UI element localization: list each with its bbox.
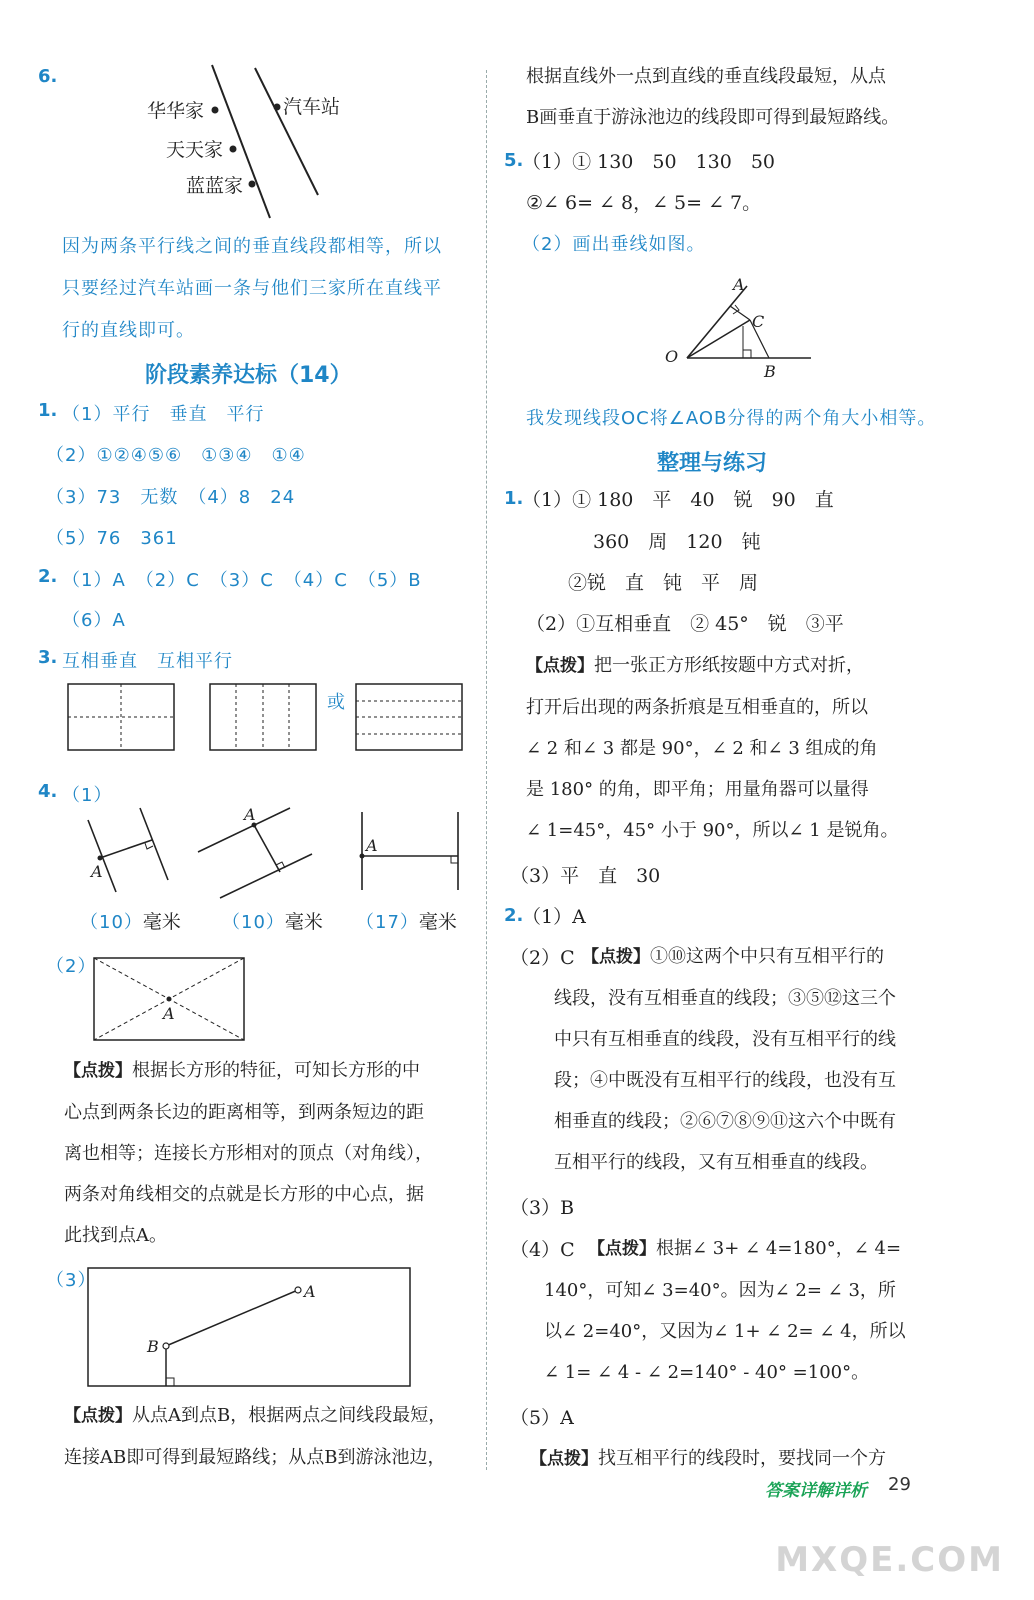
r1-line-1: （1）① 180 平 40 锐 90 直 xyxy=(522,489,834,511)
q5-number: 5. xyxy=(504,150,524,171)
q5-line-3: （2）画出垂线如图。 xyxy=(522,234,706,255)
q4-pool-label-a: A xyxy=(304,1282,316,1301)
q4-pool-path-diagram xyxy=(86,1266,414,1390)
q4-answer-3: （17）毫米 xyxy=(356,911,457,933)
r2-part5: （5）A xyxy=(510,1407,574,1429)
q6-label-lanlan: 蓝蓝家 xyxy=(186,175,244,197)
q5-found: 我发现线段OC将∠AOB分得的两个角大小相等。 xyxy=(526,408,937,429)
q1-line-3: （3）73 无数 （4）8 24 xyxy=(46,487,296,508)
q5-line-2: ②∠ 6= ∠ 8，∠ 5= ∠ 7。 xyxy=(526,192,762,214)
r1-number: 1. xyxy=(504,488,524,509)
q3-or: 或 xyxy=(327,692,346,713)
q2-line-2: （6）A xyxy=(62,610,126,631)
r1-line-5: （3）平 直 30 xyxy=(510,865,661,887)
q3-number: 3. xyxy=(38,647,58,668)
q4-tip: 【点拨】根据长方形的特征，可知长方形的中 心点到两条长边的距离相等，到两条短边的距 离也相等；连接长方形相对的顶点（对角线）， 两条对角线相交的点就是长方形的中心点，据 此找到点A。 xyxy=(64,1060,433,1246)
q6-label-tiantian: 天天家 xyxy=(166,139,224,161)
q1-line-1: （1）平行 垂直 平行 xyxy=(62,404,265,425)
column-divider xyxy=(486,70,487,1470)
q2-line-1: （1）A （2）C （3）C （4）C （5）B xyxy=(62,570,422,591)
r2-part1: （1）A xyxy=(522,906,586,928)
q4-label-a-1: A xyxy=(91,862,103,881)
r2-part3: （3）B xyxy=(510,1197,575,1219)
r2-part2: （2）C xyxy=(510,947,575,969)
q6-explain-line-2: 只要经过汽车站画一条与他们三家所在直线平 xyxy=(62,278,442,299)
q4-label-a-3: A xyxy=(366,836,378,855)
r1-tip: 【点拨】把一张正方形纸按题中方式对折， 打开后出现的两条折痕是互相垂直的，所以 ∠ 2 和∠ 3 都是 90°，∠ 2 和∠ 3 组成的角 是 180° 的角，即平角；用量角器可以量得 ∠ 1=45°，45° 小于 90°，所以∠ 1 是锐角。 xyxy=(526,655,899,841)
section-title-review: 整理与练习 xyxy=(657,451,768,476)
q4-part1: （1） xyxy=(62,785,113,806)
r1-line-4: （2）①互相垂直 ② 45° 锐 ③平 xyxy=(526,613,844,635)
q5-line-1: （1）① 130 50 130 50 xyxy=(522,151,776,173)
q6-explain-line-3: 行的直线即可。 xyxy=(62,320,195,341)
section-title-stage: 阶段素养达标（14） xyxy=(145,363,352,388)
q1-number: 1. xyxy=(38,400,58,421)
page-number: 29 xyxy=(888,1474,911,1495)
r2-part2-tip: 【点拨】①⑩这两个中只有互相平行的 线段，没有互相垂直的线段；③⑤⑫这三个 中只有互相垂直的线段，没有互相平行的线 段；④中既没有互相平行的线段，也没有互 相垂直的线段；②⑥⑦⑧⑨⑪这六个中既有 互相平行的线段，又有互相垂直的线段。 xyxy=(554,946,896,1173)
q5-angle-diagram xyxy=(675,276,815,376)
q4-perpendicular-diagrams xyxy=(80,800,470,900)
q4-label-a-2: A xyxy=(244,805,256,824)
right-continuation: 根据直线外一点到直线的垂直线段最短，从点 B画垂直于游泳池边的线段即可得到最短路线。 xyxy=(526,66,900,128)
q5-label-b: B xyxy=(764,362,776,381)
q4-pool-label-b: B xyxy=(147,1337,159,1356)
q3-text: 互相垂直 互相平行 xyxy=(62,651,233,672)
footer-label: 答案详解详析 xyxy=(765,1481,867,1501)
r2-part5-tip: 【点拨】找互相平行的线段时，要找同一个方 xyxy=(530,1448,886,1469)
q4-label-a-center: A xyxy=(163,1004,175,1023)
q4-part2: （2） xyxy=(46,956,97,977)
q4-number: 4. xyxy=(38,781,58,802)
q4-part3: （3） xyxy=(46,1270,97,1291)
q4-tip2: 【点拨】从点A到点B，根据两点之间线段最短， 连接AB即可得到最短路线；从点B到游泳池边， xyxy=(64,1405,447,1468)
q5-label-c: C xyxy=(752,312,765,331)
r2-part4: （4）C xyxy=(510,1239,575,1261)
q6-number: 6. xyxy=(38,66,58,87)
q6-explain-line-1: 因为两条平行线之间的垂直线段都相等，所以 xyxy=(62,236,442,257)
q1-line-4: （5）76 361 xyxy=(46,528,178,549)
r1-line-2: 360 周 120 钝 xyxy=(593,531,761,553)
q1-line-2: （2）①②④⑤⑥ ①③④ ①④ xyxy=(46,445,306,466)
q4-rectangle-center-diagram xyxy=(92,956,248,1044)
q2-number: 2. xyxy=(38,566,58,587)
q4-answer-1: （10）毫米 xyxy=(80,911,181,933)
q6-label-station: 汽车站 xyxy=(283,96,341,118)
q4-answer-2: （10）毫米 xyxy=(222,911,323,933)
watermark: MXQE.COM xyxy=(775,1540,1004,1580)
r2-part4-tip: 【点拨】根据∠ 3+ ∠ 4=180°，∠ 4= 140°，可知∠ 3=40°。因为∠ 2= ∠ 3，所 以∠ 2=40°，又因为∠ 1+ ∠ 2= ∠ 4，所以 ∠ 1= ∠ 4 - ∠ 2=140° - 40° =100°。 xyxy=(544,1238,906,1383)
q5-label-a: A xyxy=(733,275,745,294)
r1-line-3: ②锐 直 钝 平 周 xyxy=(568,572,759,594)
q6-label-huahua: 华华家 xyxy=(147,100,205,122)
q5-label-o: O xyxy=(665,347,679,366)
q3-fold-diagrams xyxy=(66,682,466,754)
r2-number: 2. xyxy=(504,905,524,926)
